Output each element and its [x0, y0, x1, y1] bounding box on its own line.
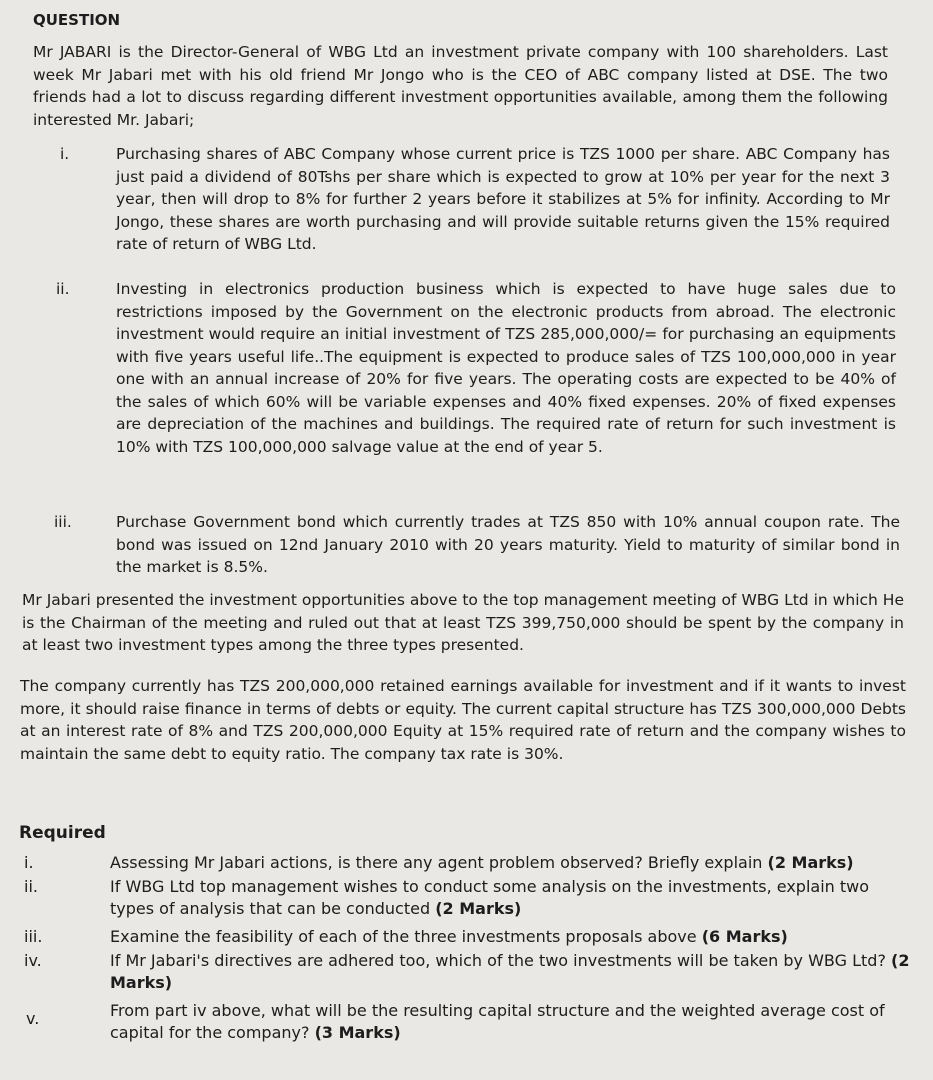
option-number: i. — [60, 145, 70, 163]
marks-label: (6 Marks) — [701, 927, 788, 946]
required-number: i. — [24, 853, 34, 872]
required-number: v. — [26, 1009, 40, 1028]
required-text: From part iv above, what will be the resulting capital structure and the weighted average cost of capital for the company? (3 Marks) — [110, 1001, 885, 1042]
marks-label: (3 Marks) — [314, 1023, 401, 1042]
intro-paragraph: Mr JABARI is the Director-General of WBG Ltd an investment private company with 100 shareholders. Last week Mr Jabari met with his old friend Mr Jongo who is the CEO of ABC company listed at DSE. The two friends had a lot to discuss regarding different investment opportunities available, among them the following interested Mr. Jabari; — [33, 43, 888, 129]
capital-structure-paragraph: The company currently has TZS 200,000,000 retained earnings available for investment and if it wants to invest more, it should raise finance in terms of debts or equity. The current capital structure has TZS 300,000,000 Debts at an interest rate of 8% and TZS 200,000,000 Equity at 15% required rate of return and the company wishes to maintain the same debt to equity ratio. The company tax rate is 30%. — [20, 677, 906, 763]
option-text: Investing in electronics production business which is expected to have huge sales due to restrictions imposed by the Government on the electronic products from abroad. The electronic investment would require an initial investment of TZS 285,000,000/= for purchasing an equipments with five years useful life..The equipment is expected to produce sales of TZS 100,000,000 in year one with an annual increase of 20% for five years. The operating costs are expected to be 40% of the sales of which 60% will be variable expenses and 40% fixed expenses. 20% of fixed expenses are depreciation of the machines and buildings. The required rate of return for such investment is 10% with TZS 100,000,000 salvage value at the end of year 5. — [116, 280, 896, 456]
required-text: Assessing Mr Jabari actions, is there any agent problem observed? Briefly explain (2 Marks) — [110, 853, 854, 872]
required-text: Examine the feasibility of each of the three investments proposals above (6 Marks) — [110, 927, 788, 946]
marks-label: (2 Marks) — [767, 853, 854, 872]
required-heading: Required — [19, 823, 106, 843]
required-text: If Mr Jabari's directives are adhered too, which of the two investments will be taken by WBG Ltd? (2 Marks) — [110, 951, 910, 992]
question-heading: QUESTION — [33, 11, 121, 29]
option-number: iii. — [54, 513, 72, 531]
required-number: iv. — [24, 951, 42, 970]
marks-label: (2 Marks) — [110, 951, 910, 992]
required-number: iii. — [24, 927, 43, 946]
option-number: ii. — [56, 280, 70, 298]
required-text: If WBG Ltd top management wishes to conduct some analysis on the investments, explain two types of analysis that can be conducted (2 Marks) — [110, 877, 870, 918]
required-number: ii. — [24, 877, 38, 896]
option-text: Purchasing shares of ABC Company whose current price is TZS 1000 per share. ABC Company has just paid a dividend of 80Tshs per share which is expected to grow at 10% per year for the next 3 year, then will drop to 8% for further 2 years before it stabilizes at 5% for infinity. According to Mr Jongo, these shares are worth purchasing and will provide suitable returns given the 15% required rate of return of WBG Ltd. — [116, 145, 890, 253]
option-text: Purchase Government bond which currently trades at TZS 850 with 10% annual coupon rate. The bond was issued on 12nd January 2010 with 20 years maturity. Yield to maturity of similar bond in the market is 8.5%. — [116, 513, 900, 576]
meeting-paragraph: Mr Jabari presented the investment opportunities above to the top management meeting of WBG Ltd in which He is the Chairman of the meeting and ruled out that at least TZS 399,750,000 should be spent by the company in at least two investment types among the three types presented. — [22, 591, 904, 654]
marks-label: (2 Marks) — [435, 899, 522, 918]
